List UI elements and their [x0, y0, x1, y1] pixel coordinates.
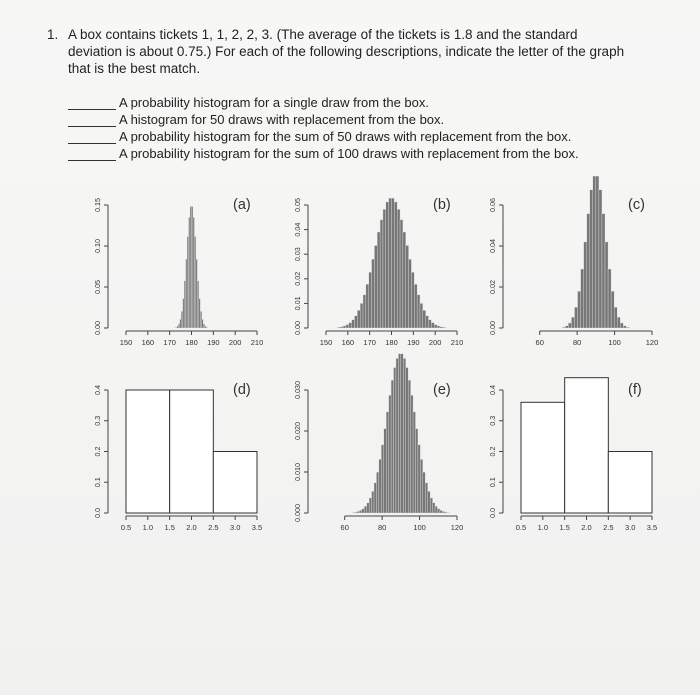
histogram-bar	[521, 402, 565, 513]
y-tick-label: 0.15	[93, 198, 102, 212]
x-tick-label: 120	[645, 338, 659, 347]
histogram-bar	[386, 202, 389, 328]
chart-c	[475, 185, 660, 365]
x-tick-label: 0.5	[120, 523, 132, 532]
x-tick-label: 2.0	[581, 523, 592, 532]
histogram-bar	[578, 291, 581, 328]
histogram-bar	[178, 324, 179, 328]
y-tick-label: 0.010	[293, 463, 302, 481]
histogram-bar	[386, 412, 388, 513]
y-tick-label: 0.2	[93, 446, 102, 457]
histogram-bar	[360, 303, 363, 328]
histogram-bar	[372, 491, 374, 513]
y-tick-label: 0.03	[293, 247, 302, 262]
y-tick-label: 0.00	[293, 321, 302, 335]
histogram-bar	[391, 380, 393, 513]
histogram-bar	[183, 299, 184, 328]
x-tick-label: 60	[340, 523, 349, 532]
x-tick-label: 120	[450, 523, 464, 532]
histogram-bar	[626, 327, 629, 328]
histogram-bar	[443, 327, 446, 328]
histogram-bar	[206, 327, 207, 328]
histogram-bar	[429, 320, 432, 328]
histogram-bar	[431, 323, 434, 328]
histogram-bar	[384, 429, 386, 513]
histogram-bar	[337, 327, 340, 328]
histogram-bar	[170, 390, 214, 513]
histogram-bar	[377, 232, 380, 328]
histogram-bar	[374, 483, 376, 513]
histogram-bar	[442, 511, 444, 513]
histogram-bar	[608, 452, 652, 514]
description-row	[68, 110, 668, 127]
histogram-bar	[184, 281, 185, 328]
x-tick-label: 180	[185, 338, 198, 347]
histogram-bar	[352, 320, 355, 328]
histogram-bar	[372, 259, 375, 328]
y-tick-label: 0.05	[293, 198, 302, 212]
y-tick-label: 0.04	[488, 239, 497, 253]
histogram-bar	[414, 284, 417, 328]
answer-blank[interactable]	[68, 131, 116, 144]
y-tick-label: 0.02	[488, 280, 497, 294]
x-tick-label: 180	[385, 338, 398, 347]
answer-blanks	[68, 93, 668, 161]
y-tick-label: 0.1	[93, 477, 102, 488]
histogram-bar	[354, 512, 356, 513]
description-text: A probability histogram for the sum of 100 draws with replacement from the box.	[119, 146, 579, 161]
histogram-bar	[186, 259, 187, 328]
chart-label: (e)	[433, 382, 451, 398]
histogram-bar	[584, 242, 587, 328]
y-tick-label: 0.4	[93, 385, 102, 395]
y-tick-label: 0.4	[488, 385, 497, 395]
histogram-bar	[194, 237, 195, 328]
histogram-bar	[196, 259, 197, 328]
histogram-bar	[408, 380, 410, 513]
y-tick-label: 0.0	[93, 508, 102, 518]
histogram-bar	[434, 325, 437, 328]
x-tick-label: 1.5	[559, 523, 570, 532]
y-tick-label: 0.02	[293, 271, 302, 286]
y-tick-label: 0.00	[93, 321, 102, 335]
histogram-bar	[200, 311, 201, 328]
x-tick-label: 160	[141, 338, 155, 347]
histogram-bar	[352, 512, 354, 513]
y-tick-label: 0.01	[293, 296, 302, 311]
x-tick-label: 150	[319, 338, 333, 347]
histogram-bar	[362, 509, 364, 513]
histogram-bar	[181, 311, 182, 328]
histogram-bar	[417, 295, 420, 328]
histogram-bar	[596, 176, 599, 328]
histogram-bar	[394, 368, 396, 513]
question-number: 1.	[47, 27, 59, 42]
description-row	[68, 144, 668, 161]
histogram-bar	[565, 378, 609, 513]
chart-d	[80, 370, 265, 550]
histogram-bar	[426, 316, 429, 328]
histogram-bar	[193, 217, 194, 328]
question-text: A box contains tickets 1, 1, 2, 2, 3. (The average of the tickets is 1.8 and the standard deviation is about 0.75.) For each of the following descriptions, indicate the letter of the graph that is the best match.	[68, 27, 625, 76]
histogram-bar	[343, 326, 346, 328]
x-tick-label: 1.0	[142, 523, 154, 532]
histogram-bar	[440, 327, 443, 328]
histogram-bar	[403, 358, 405, 513]
x-tick-label: 150	[119, 338, 133, 347]
histogram-bar	[359, 510, 361, 513]
x-tick-label: 100	[608, 338, 621, 347]
y-tick-label: 0.030	[293, 381, 302, 399]
histogram-bar	[423, 472, 425, 513]
histogram-bar	[175, 327, 176, 328]
histogram-bar	[437, 509, 439, 513]
histogram-bar	[367, 503, 369, 513]
histogram-bar	[447, 512, 449, 513]
y-tick-label: 0.1	[488, 477, 497, 488]
chart-label: (a)	[233, 197, 251, 213]
description-text: A probability histogram for a single draw from the box.	[119, 95, 429, 110]
x-tick-label: 200	[228, 338, 242, 347]
histogram-bar	[177, 326, 178, 328]
histogram-bar	[369, 498, 371, 513]
x-tick-label: 3.5	[646, 523, 658, 532]
histogram-bar	[392, 198, 395, 328]
histogram-bar	[623, 326, 626, 328]
histogram-bar	[369, 272, 372, 328]
histogram-bar	[430, 498, 432, 513]
histogram-bar	[411, 272, 414, 328]
histogram-bar	[346, 325, 349, 328]
histogram-bar	[396, 358, 398, 513]
x-tick-label: 100	[413, 523, 426, 532]
x-tick-label: 2.0	[186, 523, 197, 532]
histogram-bar	[562, 327, 565, 328]
histogram-bar	[394, 202, 397, 328]
histogram-bar	[608, 269, 611, 328]
histogram-bar	[366, 284, 369, 328]
answer-blank[interactable]	[68, 114, 116, 127]
histogram-bar	[400, 220, 403, 328]
histogram-bar	[611, 291, 614, 328]
histogram-bar	[357, 310, 360, 328]
chart-label: (d)	[233, 382, 251, 398]
chart-label: (c)	[628, 197, 645, 213]
chart-label: (f)	[628, 382, 642, 398]
x-tick-label: 0.5	[515, 523, 527, 532]
histogram-bar	[602, 214, 605, 328]
x-tick-label: 1.0	[537, 523, 549, 532]
histogram-bar	[374, 245, 377, 328]
chart-f	[475, 370, 660, 550]
histogram-bar	[213, 452, 257, 514]
chart-e	[280, 370, 465, 550]
histogram-bar	[418, 445, 420, 513]
histogram-bar	[354, 316, 357, 328]
histogram-bar	[568, 323, 571, 328]
x-tick-label: 210	[250, 338, 264, 347]
histogram-bar	[571, 317, 574, 328]
y-tick-label: 0.020	[293, 422, 302, 440]
histogram-bar	[581, 269, 584, 328]
x-tick-label: 170	[363, 338, 376, 347]
x-tick-label: 210	[450, 338, 464, 347]
histogram-bar	[187, 237, 188, 328]
histogram-bar	[409, 259, 412, 328]
x-tick-label: 2.5	[208, 523, 219, 532]
histogram-bar	[381, 445, 383, 513]
histogram-bar	[189, 217, 190, 328]
x-tick-label: 2.5	[603, 523, 614, 532]
histogram-bar	[202, 319, 203, 328]
histogram-bar	[199, 299, 200, 328]
x-tick-label: 60	[535, 338, 544, 347]
histogram-bar	[180, 319, 181, 328]
histogram-bar	[617, 317, 620, 328]
y-tick-label: 0.000	[293, 504, 302, 522]
x-tick-label: 160	[341, 338, 355, 347]
histogram-bar	[401, 354, 403, 513]
description-row	[68, 127, 668, 144]
x-tick-label: 80	[572, 338, 582, 347]
histogram-bar	[593, 176, 596, 328]
x-tick-label: 3.5	[251, 523, 263, 532]
histogram-bar	[437, 326, 440, 328]
histogram-bar	[389, 198, 392, 328]
histogram-bar	[574, 307, 577, 328]
histogram-bar	[433, 503, 435, 513]
histogram-bar	[420, 459, 422, 513]
histogram-bar	[406, 245, 409, 328]
histogram-bar	[349, 323, 352, 328]
histogram-bar	[587, 214, 590, 328]
histogram-bar	[403, 232, 406, 328]
histogram-bar	[440, 510, 442, 513]
histogram-bar	[340, 327, 343, 328]
histogram-bar	[416, 429, 418, 513]
x-tick-label: 190	[407, 338, 420, 347]
histogram-bar	[363, 295, 366, 328]
histogram-bar	[389, 395, 391, 513]
x-tick-label: 80	[377, 523, 387, 532]
chart-label: (b)	[433, 197, 451, 213]
histogram-bar	[435, 506, 437, 513]
histogram-bar	[126, 390, 170, 513]
y-tick-label: 0.10	[93, 239, 102, 253]
histogram-bar	[411, 395, 413, 513]
histogram-bar	[380, 220, 383, 328]
histogram-bar	[406, 368, 408, 513]
histogram-bar	[599, 190, 602, 328]
histogram-bar	[413, 412, 415, 513]
x-tick-label: 1.5	[164, 523, 175, 532]
y-tick-label: 0.04	[293, 222, 302, 237]
x-tick-label: 200	[428, 338, 442, 347]
histogram-bar	[398, 354, 400, 513]
histogram-bar	[565, 326, 568, 328]
histogram-bar	[190, 206, 191, 328]
y-tick-label: 0.00	[488, 321, 497, 335]
histogram-bar	[205, 326, 206, 328]
y-tick-label: 0.05	[93, 280, 102, 294]
histogram-bar	[383, 209, 386, 328]
histogram-bar	[379, 459, 381, 513]
description-text: A histogram for 50 draws with replacement from the box.	[119, 112, 445, 127]
x-tick-label: 170	[163, 338, 176, 347]
histogram-bar	[428, 491, 430, 513]
chart-b	[280, 185, 465, 365]
histogram-bar	[605, 242, 608, 328]
x-tick-label: 3.0	[624, 523, 636, 532]
histogram-bar	[614, 307, 617, 328]
y-tick-label: 0.2	[488, 446, 497, 457]
histogram-bar	[425, 483, 427, 513]
chart-a	[80, 185, 265, 365]
histogram-bar	[420, 303, 423, 328]
answer-blank[interactable]	[68, 148, 116, 161]
histogram-bar	[445, 512, 447, 513]
answer-blank[interactable]	[68, 97, 116, 110]
histogram-bar	[364, 506, 366, 513]
description-text: A probability histogram for the sum of 50 draws with replacement from the box.	[119, 129, 572, 144]
histogram-bar	[376, 472, 378, 513]
histogram-bar	[192, 206, 193, 328]
histogram-bar	[590, 190, 593, 328]
y-tick-label: 0.06	[488, 198, 497, 212]
histogram-bar	[203, 324, 204, 328]
histogram-bar	[620, 323, 623, 328]
histogram-bar	[423, 310, 426, 328]
y-tick-label: 0.3	[93, 415, 102, 426]
x-tick-label: 190	[207, 338, 220, 347]
description-row	[68, 93, 668, 110]
y-tick-label: 0.3	[488, 415, 497, 426]
histogram-bar	[357, 511, 359, 513]
x-tick-label: 3.0	[229, 523, 241, 532]
y-tick-label: 0.0	[488, 508, 497, 518]
histogram-bar	[197, 281, 198, 328]
histogram-bar	[397, 209, 400, 328]
